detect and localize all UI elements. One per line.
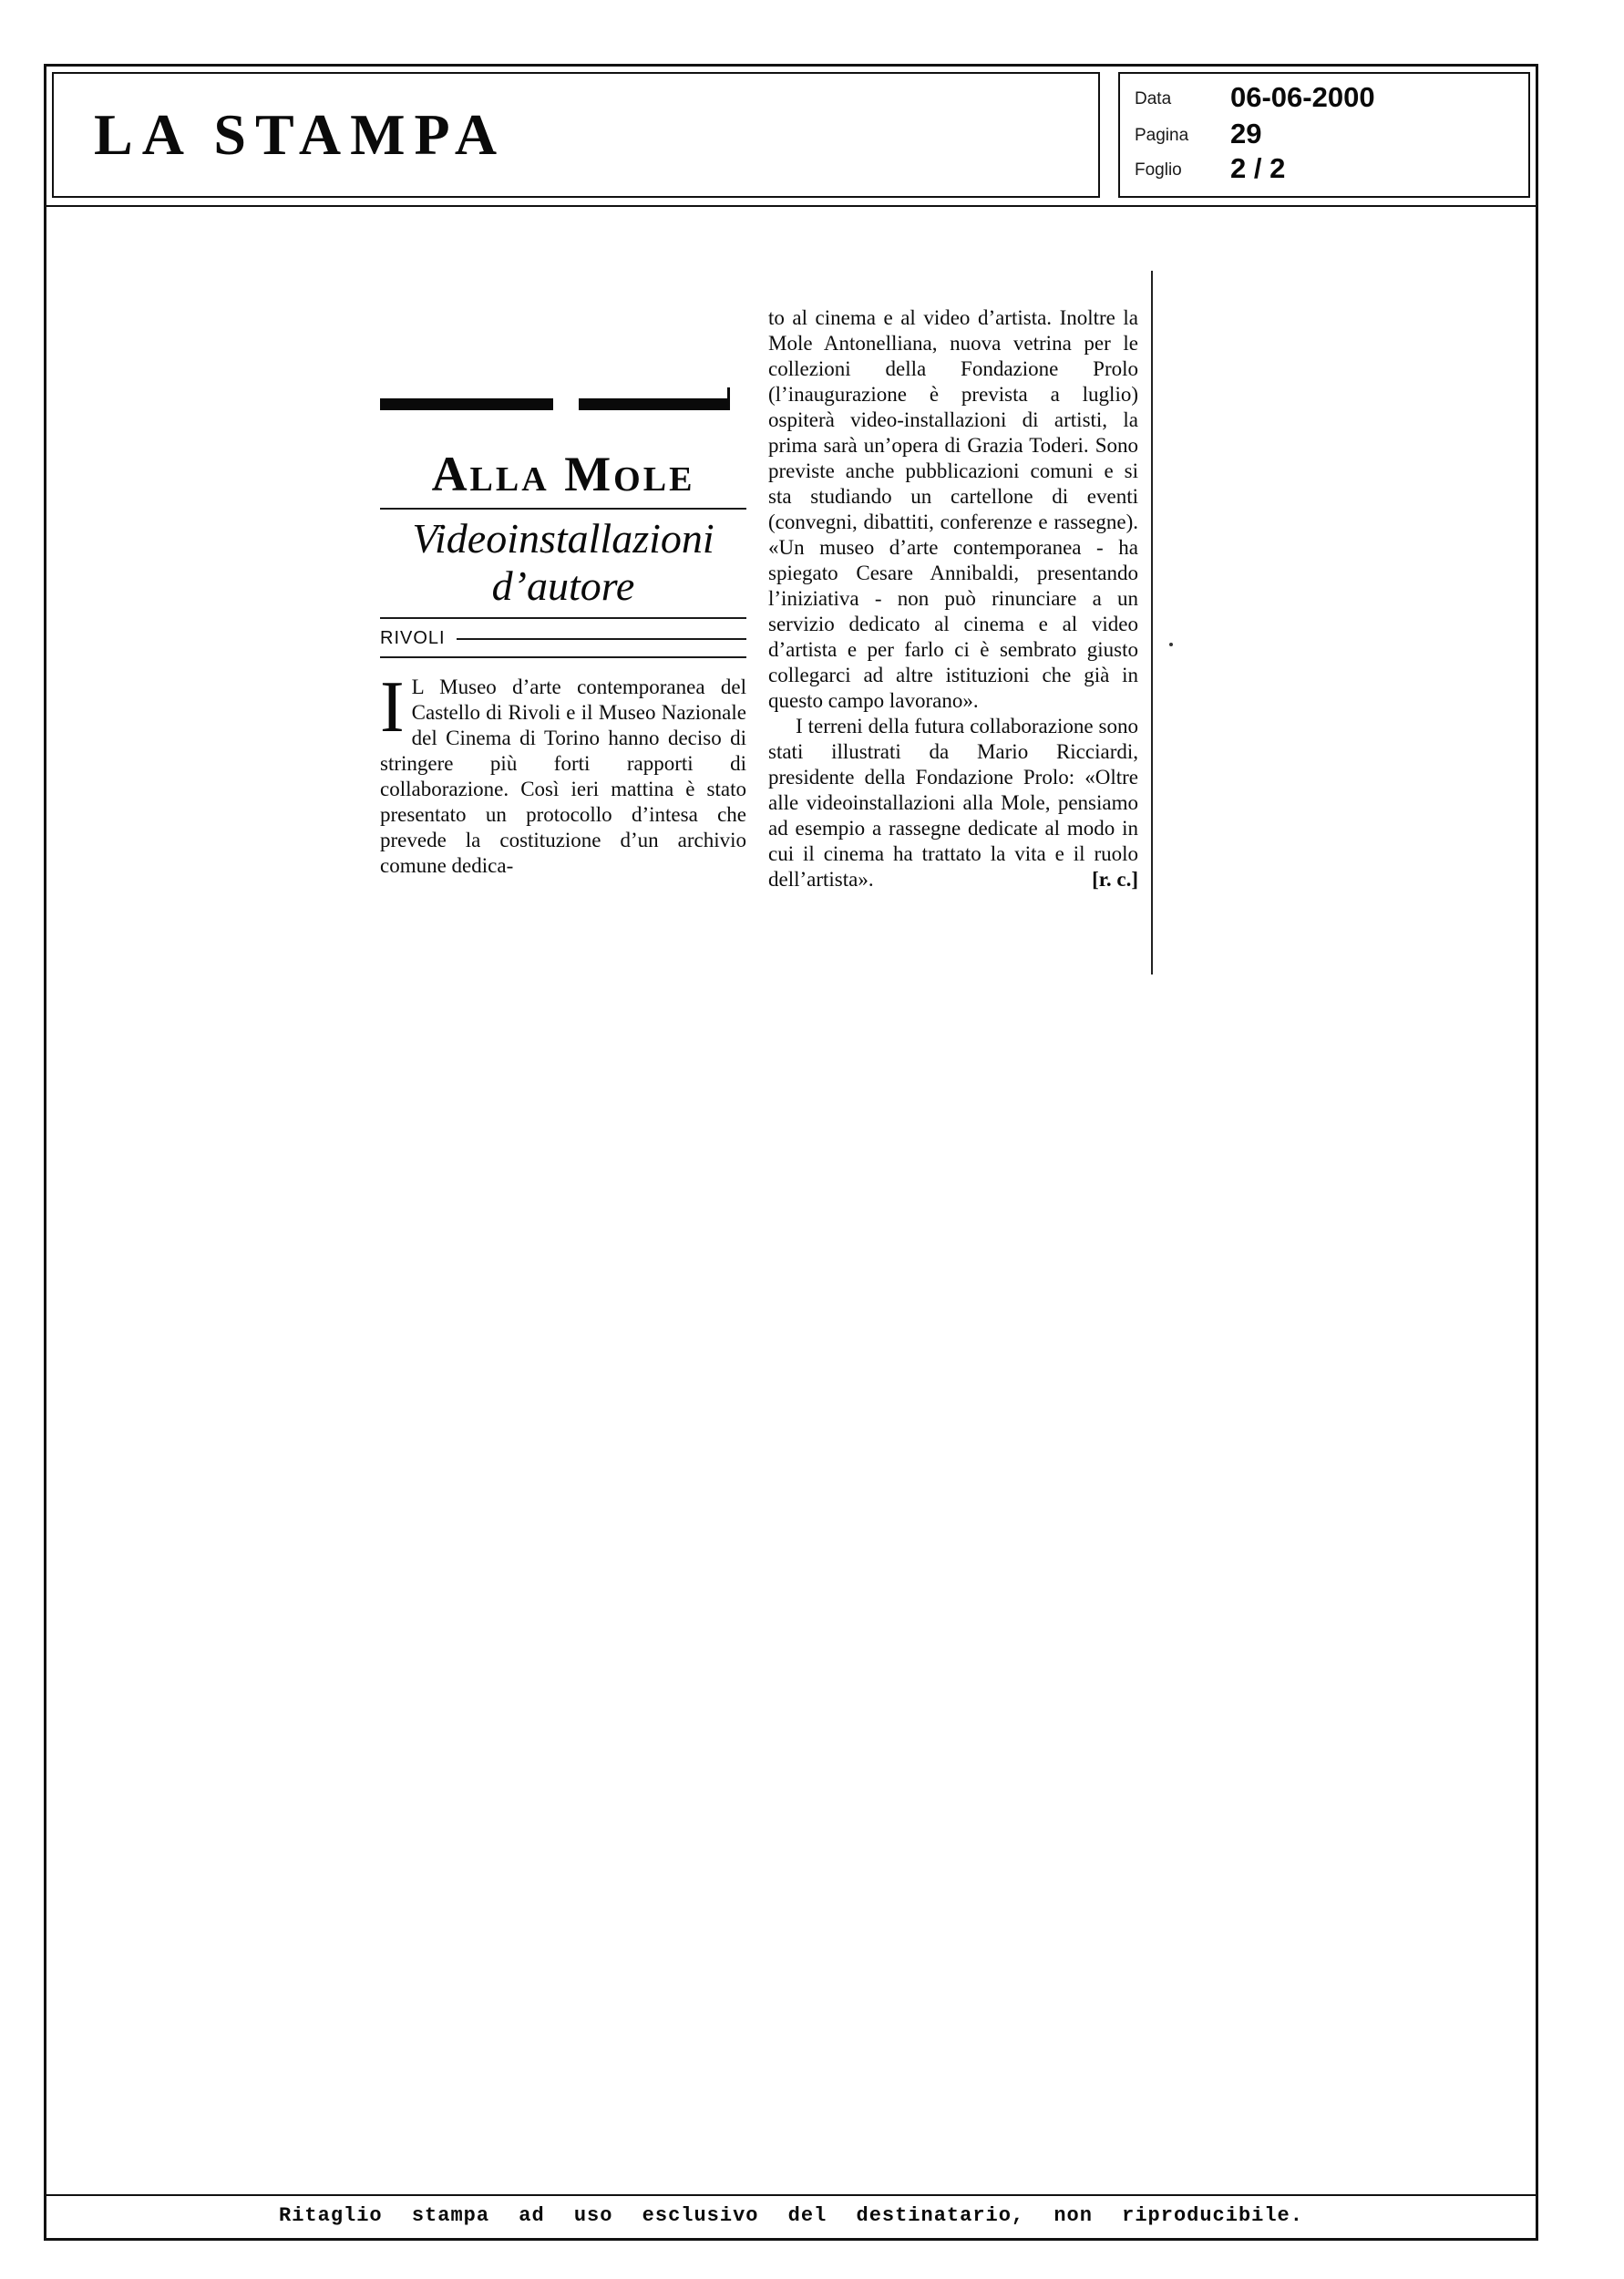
dateline-line <box>457 638 746 640</box>
footer-strip <box>46 2196 1536 2238</box>
article-right-column <box>768 305 1138 892</box>
meta-value-foglio: 2 / 2 <box>1230 152 1286 184</box>
meta-value-data: 06-06-2000 <box>1230 81 1375 113</box>
dropcap: I <box>380 667 405 748</box>
column-divider-rule <box>1151 271 1153 975</box>
article-kicker: Alla Mole <box>431 447 695 501</box>
article-signature: [r. c.] <box>1092 868 1138 891</box>
masthead-title: LA STAMPA <box>94 102 507 167</box>
meta-label-foglio: Foglio <box>1135 160 1182 180</box>
footer-disclaimer: Ritaglio stampa ad uso esclusivo del destinatario, non riproducibile. <box>279 2204 1303 2227</box>
meta-row-data <box>1135 81 1517 114</box>
clipping-sheet <box>44 64 1538 2241</box>
headline-bar-tick <box>727 387 730 410</box>
left-column-paragraph <box>380 667 746 879</box>
headline-bar-right <box>579 398 730 410</box>
right-column-paragraph-2-text: I terreni della futura collaborazione sono stati illustrati da Mario Ricciardi, presidente della Fondazione Prolo: «Oltre alle videoinstallazioni alla Mole, pensiamo ad esempio a rassegne dedicate al modo in cui il cinema ha trattato la vita e il ruolo dell’artista». <box>768 715 1138 891</box>
meta-row-pagina <box>1135 118 1517 150</box>
headline-bars <box>380 397 746 411</box>
meta-value-pagina: 29 <box>1230 118 1262 150</box>
article-title-line-1: Videoinstallazioni <box>412 515 714 562</box>
meta-box <box>1118 72 1530 198</box>
article-title-line-2: d’autore <box>491 562 635 609</box>
meta-label-data: Data <box>1135 89 1172 108</box>
meta-row-foglio <box>1135 152 1517 185</box>
dateline: RIVOLI <box>380 628 446 648</box>
title-rule <box>380 617 746 619</box>
right-column-paragraph-1: to al cinema e al video d’artista. Inoltre la Mole Antonelliana, nuova vetrina per le collezioni della Fondazione Prolo (l’inaugurazione è prevista a luglio) ospiterà video-installazioni di artisti, la prima sarà un’opera di Grazia Toderi. Sono previste anche pubblicazioni comuni e si sta studiando un cartellone di eventi (convegni, dibattiti, conferenze e rassegne). «Un museo d’arte contemporanea - ha spiegato Cesare Annibaldi, presentando l’iniziativa - non può rinunciare a un servizio dedicato al cinema e al video d’artista e per farlo ci è sembrato giusto collegarci ad altre istituzioni che già in questo campo lavorano». <box>768 306 1138 712</box>
scan-speck <box>1169 643 1173 646</box>
headline-bar-left <box>380 398 553 410</box>
article-title <box>380 515 746 610</box>
dateline-row <box>380 628 746 658</box>
masthead-box <box>52 72 1100 198</box>
article-left-column <box>380 397 746 900</box>
left-column-text: L Museo d’arte contemporanea del Castello di Rivoli e il Museo Nazionale del Cinema di Torino hanno deciso di stringere più forti rapporti di collaborazione. Così ieri mattina è stato presentato un protocollo d’intesa che prevede la costituzione d’un archivio comune dedica- <box>380 675 746 877</box>
right-column-paragraph-2 <box>768 714 1138 892</box>
kicker-rule <box>380 508 746 510</box>
meta-label-pagina: Pagina <box>1135 126 1189 145</box>
